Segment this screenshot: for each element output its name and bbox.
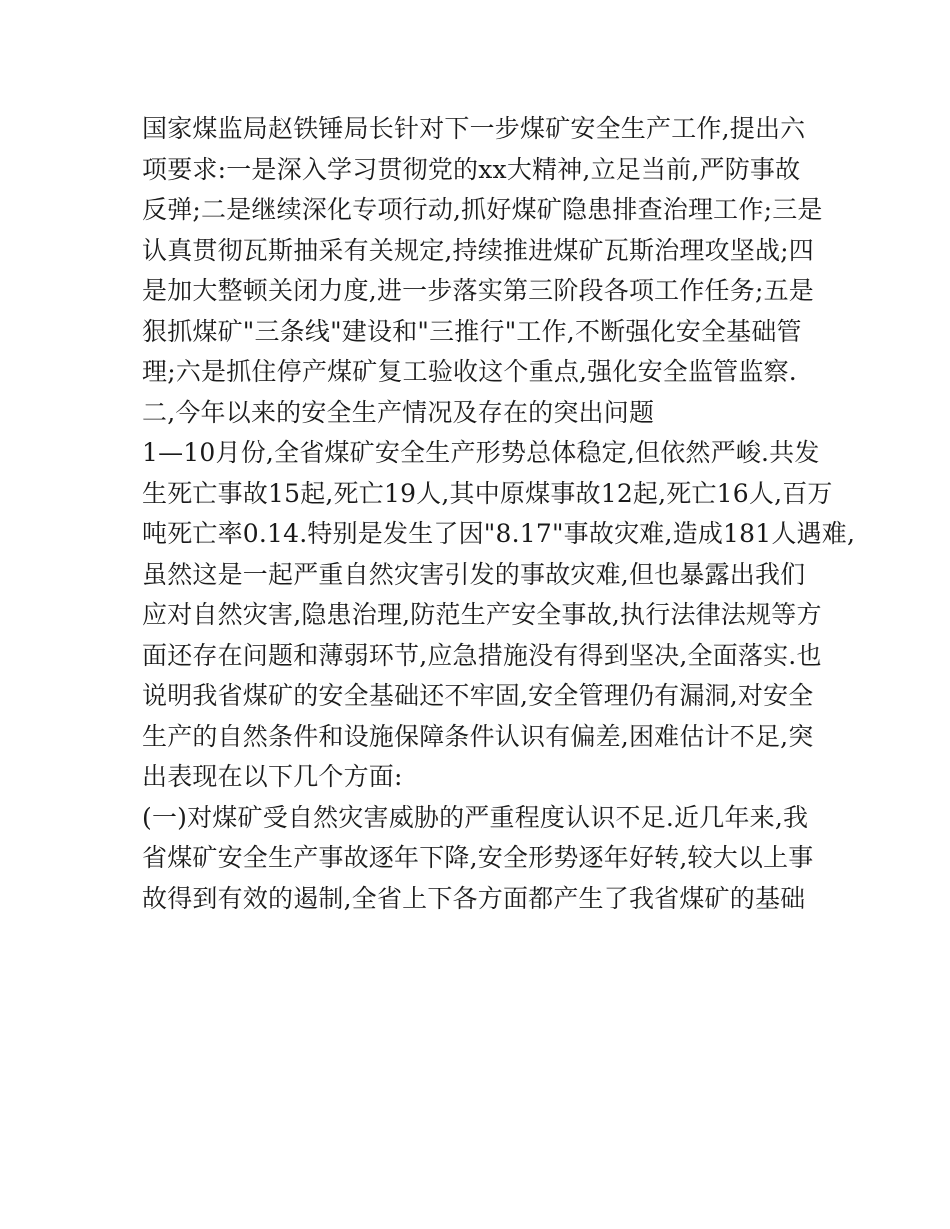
text-line: 面还存在问题和薄弱环节,应急措施没有得到坚决,全面落实.也 [142, 640, 822, 670]
text-line: 狠抓煤矿"三条线"建设和"三推行"工作,不断强化安全基础管 [142, 316, 802, 346]
text-line: 虽然这是一起严重自然灾害引发的事故灾难,但也暴露出我们 [142, 559, 806, 589]
text-line: 理;六是抓住停产煤矿复工验收这个重点,强化安全监管监察. [142, 357, 797, 386]
section-heading: 二,今年以来的安全生产情况及存在的突出问题 [142, 397, 655, 427]
text-line: (一)对煤矿受自然灾害威胁的严重程度认识不足.近几年来,我 [142, 802, 809, 832]
text-line: 吨死亡率0.14.特别是发生了因"8.17"事故灾难,造成181人遇难, [142, 519, 856, 548]
text-line: 认真贯彻瓦斯抽采有关规定,持续推进煤矿瓦斯治理攻坚战;四 [142, 235, 814, 265]
text-line: 省煤矿安全生产事故逐年下降,安全形势逐年好转,较大以上事 [142, 843, 814, 872]
text-line: 项要求:一是深入学习贯彻党的xx大精神,立足当前,严防事故 [142, 154, 801, 184]
text-line: 生产的自然条件和设施保障条件认识有偏差,困难估计不足,突 [142, 721, 814, 751]
text-line: 应对自然灾害,隐患治理,防范生产安全事故,执行法律法规等方 [142, 600, 822, 629]
text-line: 国家煤监局赵铁锤局长针对下一步煤矿安全生产工作,提出六 [142, 114, 806, 143]
text-line: 说明我省煤矿的安全基础还不牢固,安全管理仍有漏洞,对安全 [142, 681, 814, 710]
text-line: 反弹;二是继续深化专项行动,抓好煤矿隐患排查治理工作;三是 [142, 195, 823, 224]
text-line: 生死亡事故15起,死亡19人,其中原煤事故12起,死亡16人,百万 [142, 478, 833, 508]
text-line: 出表现在以下几个方面: [142, 762, 403, 791]
text-line: 是加大整顿关闭力度,进一步落实第三阶段各项工作任务;五是 [142, 276, 814, 305]
text-line: 故得到有效的遏制,全省上下各方面都产生了我省煤矿的基础 [142, 883, 806, 913]
body-text [142, 109, 856, 919]
text-line: 1—10月份,全省煤矿安全生产形势总体稳定,但依然严峻.共发 [142, 438, 820, 467]
